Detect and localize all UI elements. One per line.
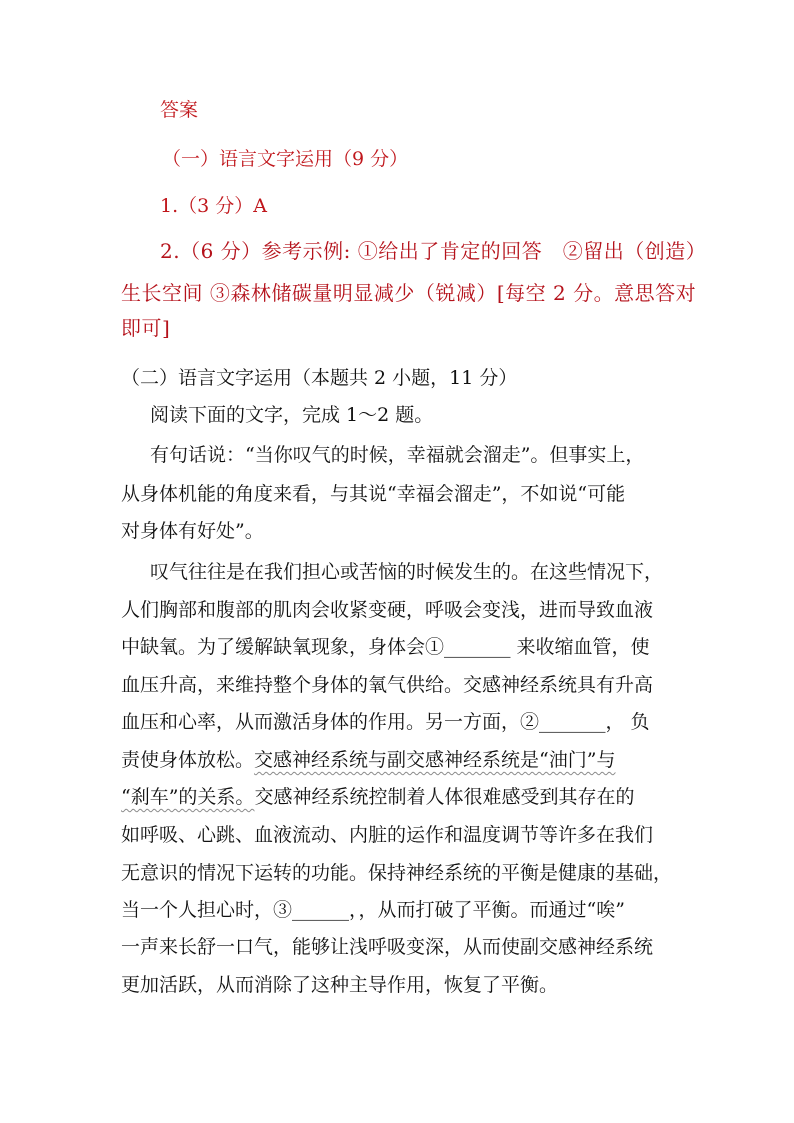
answer-section1-title: （一）语言文字运用（9 分） [162,148,409,170]
paragraph2-line4: 血压升高，来维持整个身体的氧气供给。交感神经系统具有升高 [121,674,654,696]
paragraph2-line11: 一声来长舒一口气，能够让浅呼吸变深，从而使副交感神经系统 [121,936,654,958]
paragraph2-line7 [121,785,634,809]
paragraph2-line2: 人们胸部和腹部的肌肉会收紧变硬，呼吸会变浅，进而导致血液 [121,599,654,621]
paragraph1-line2: 从身体机能的角度来看，与其说“幸福会溜走”，不如说“可能 [121,483,626,505]
paragraph2-line9-plain: 无意识的情况下运转的功能。 [121,862,369,884]
answer-q2-line2: 生长空间 ③森林储碳量明显减少（锐减）[每空 2 分。意思答对 [121,281,697,305]
paragraph2-line9-rest: 保持神经系统的平衡是健康的基础， [368,862,673,884]
paragraph1-line3: 对身体有好处”。 [121,520,264,542]
section2-instruction: 阅读下面的文字，完成 1～2 题。 [150,404,434,426]
paragraph2-line5: 血压和心率，从而激活身体的作用。另一方面，②_______， 负 [121,711,650,733]
paragraph2-line8: 如呼吸、心跳、血液流动、内脏的运作和温度调节等许多在我们 [121,824,654,846]
paragraph2-line6-plain: 责使身体放松。 [121,749,255,771]
paragraph2-line6-underlined: 交感神经系统与副交感神经系统是“油门”与 [254,749,616,771]
answer-q1: 1.（3 分）A [160,195,267,217]
paragraph2-line12: 更加活跃，从而消除了这种主导作用，恢复了平衡。 [121,974,559,996]
paragraph2-line1: 叹气往往是在我们担心或苦恼的时候发生的。在这些情况下， [150,561,664,583]
paragraph2-line3: 中缺氧。为了缓解缺氧现象，身体会①_______ 来收缩血管，使 [121,636,650,658]
answer-q2-line1: 2.（6 分）参考示例: ①给出了肯定的回答 ②留出（创造） [160,239,707,263]
paragraph2-line7-plain: 交感神经系统控制着人体很难感受到其存在的 [254,786,635,808]
paragraph2-line9 [121,861,672,885]
paragraph2-line6 [121,748,615,772]
answer-heading: 答案 [160,99,199,121]
answer-q2-line3: 即可] [121,316,171,340]
paragraph2-line7-underlined: “刹车”的关系。 [121,786,255,808]
section2-title: （二）语言文字运用（本题共 2 小题，11 分） [121,367,518,389]
paragraph2-line10: 当一个人担心时，③______，，从而打破了平衡。而通过“唉” [121,899,625,921]
paragraph1-line1: 有句话说：“当你叹气的时候，幸福就会溜走”。但事实上， [150,444,645,466]
